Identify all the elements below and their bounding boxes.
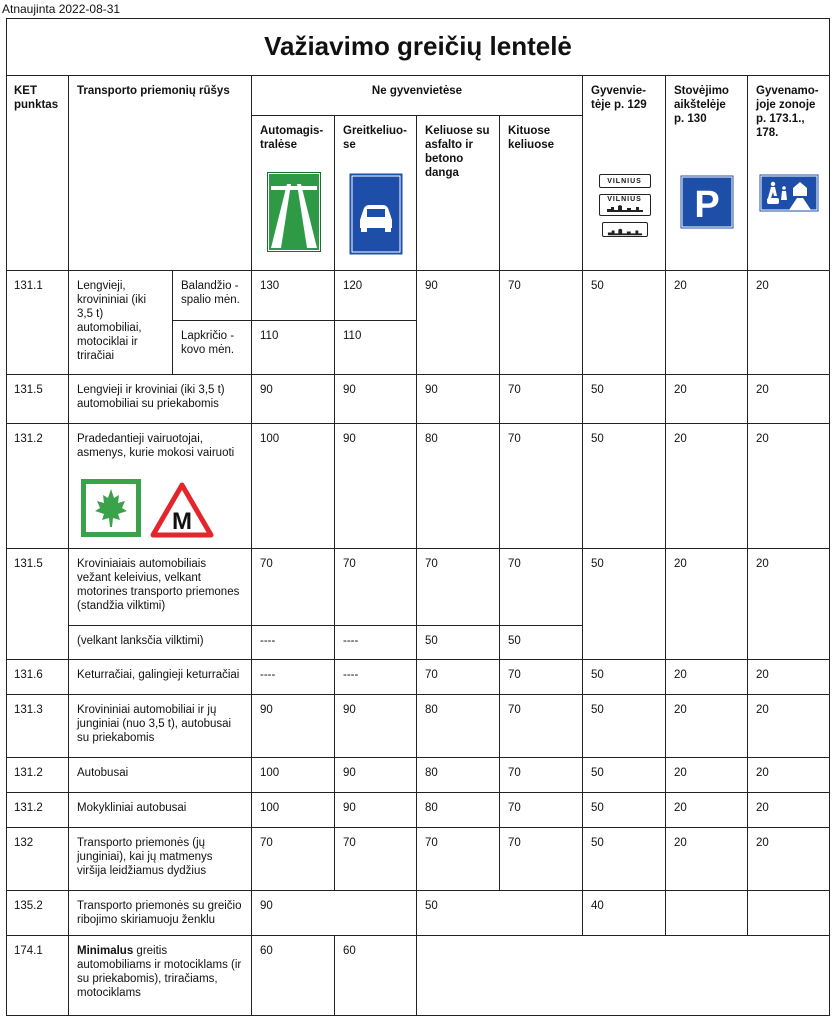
speed-cell: 100 (252, 793, 335, 828)
speed-cell: 20 (748, 793, 830, 828)
speed-cell: 90 (252, 375, 335, 424)
speed-cell: 100 (252, 758, 335, 793)
header-ket: KET punktas (6, 76, 69, 271)
speed-cell: 50 (583, 271, 666, 375)
speed-cell: 70 (500, 758, 583, 793)
empty-cell (748, 891, 830, 936)
speed-cell: 70 (252, 828, 335, 891)
speed-cell: 70 (252, 549, 335, 626)
speed-cell: 20 (748, 828, 830, 891)
speed-cell: 70 (500, 695, 583, 758)
speed-cell: 50 (583, 695, 666, 758)
minimum-label: Minimalus (77, 945, 134, 957)
table-row-ket: 131.2 (6, 758, 69, 793)
table-row-ket: 131.5 (6, 549, 69, 660)
speed-cell: 50 (583, 549, 666, 660)
table-row-ket: 131.1 (6, 271, 69, 375)
table-row-type: Mokykliniai autobusai (69, 793, 252, 828)
speed-cell: 90 (252, 891, 417, 936)
header-expressway: Greitkeliuo-se (335, 116, 417, 271)
table-row-ket: 132 (6, 828, 69, 891)
season-winter-label: Lapkričio - kovo mėn. (173, 321, 252, 375)
speed-cell: 20 (666, 660, 748, 695)
speed-cell: 70 (500, 424, 583, 549)
table-row-type: Lengvieji, krovininiai (iki 3,5 t) automobiliai, motociklai ir triračiai (69, 271, 173, 375)
speed-cell: 20 (666, 758, 748, 793)
speed-cell: 70 (335, 549, 417, 626)
speed-cell: 70 (417, 660, 500, 695)
parking-sign-icon (666, 174, 748, 230)
header-asphalt: Keliuose su asfalto ir betono danga (417, 116, 500, 271)
table-row-type: Lengvieji ir kroviniai (iki 3,5 t) automobiliai su priekabomis (69, 375, 252, 424)
speed-cell: 70 (500, 828, 583, 891)
speed-cell: 20 (748, 660, 830, 695)
table-row-ket: 131.3 (6, 695, 69, 758)
table-row-type: Pradedantieji vairuotojai, asmenys, kurie mokosi vairuoti (69, 424, 252, 549)
header-other: Kituose keliuose (500, 116, 583, 271)
table-row-ket: 131.2 (6, 793, 69, 828)
header-motorway: Automagis-tralėse (252, 116, 335, 271)
speed-cell: 20 (666, 695, 748, 758)
speed-cell: 50 (583, 828, 666, 891)
motorway-sign-icon (252, 172, 335, 252)
speed-cell: 20 (666, 424, 748, 549)
table-row-type: Keturračiai, galingieji keturračiai (69, 660, 252, 695)
speed-cell: 20 (748, 271, 830, 375)
speed-cell: 70 (500, 793, 583, 828)
speed-cell: 90 (335, 793, 417, 828)
speed-cell: 90 (335, 375, 417, 424)
table-row-type: Autobusai (69, 758, 252, 793)
speed-cell: 20 (666, 828, 748, 891)
residential-zone-sign-icon (748, 174, 830, 212)
speed-cell: 20 (748, 695, 830, 758)
header-parking: Stovėjimo aikštelėje p. 130 (666, 76, 748, 271)
table-row-type-sub: (velkant lanksčia vilktimi) (69, 626, 252, 660)
speed-cell: 70 (500, 271, 583, 375)
speed-cell: 70 (417, 828, 500, 891)
learner-letter: M (172, 508, 192, 535)
speed-cell: ---- (252, 626, 335, 660)
speed-cell: 20 (666, 549, 748, 660)
header-types: Transporto priemonių rūšys (69, 76, 252, 271)
town-name-plate-2: VILNIUS (607, 196, 642, 203)
speed-cell: 70 (500, 549, 583, 626)
maple-leaf-sign-icon (81, 479, 141, 542)
speed-cell: 80 (417, 695, 500, 758)
speed-cell: 90 (335, 758, 417, 793)
speed-cell: ---- (335, 660, 417, 695)
speed-cell: ---- (252, 660, 335, 695)
page-title: Važiavimo greičių lentelė (6, 18, 830, 76)
speed-cell: 90 (335, 424, 417, 549)
speed-cell: 50 (583, 758, 666, 793)
speed-cell: 90 (335, 695, 417, 758)
speed-cell: 60 (335, 936, 417, 1016)
speed-cell: 20 (666, 271, 748, 375)
speed-cell: 70 (335, 828, 417, 891)
speed-cell: 80 (417, 758, 500, 793)
table-row-type: Minimalus greitis automobiliams ir motociklams (ir su priekabomis), triračiams, motociklams (69, 936, 252, 1016)
table-row-ket: 131.6 (6, 660, 69, 695)
speed-cell: 50 (500, 626, 583, 660)
speed-cell: 90 (417, 375, 500, 424)
speed-cell: 20 (666, 375, 748, 424)
settlement-sign-icon (583, 174, 666, 237)
speed-cell: 50 (417, 626, 500, 660)
speed-cell: 50 (583, 660, 666, 695)
speed-cell: 20 (748, 375, 830, 424)
speed-cell: 120 (335, 271, 417, 321)
speed-cell: ---- (335, 626, 417, 660)
expressway-sign-icon (335, 172, 417, 256)
table-row-ket: 174.1 (6, 936, 69, 1016)
table-row-type: Transporto priemonės (jų junginiai), kai jų matmenys viršija leidžiamus dydžius (69, 828, 252, 891)
speed-cell: 80 (417, 793, 500, 828)
speed-cell: 70 (417, 549, 500, 626)
header-residential: Gyvenamo-joje zonoje p. 173.1., 178. (748, 76, 830, 271)
season-summer-label: Balandžio - spalio mėn. (173, 271, 252, 321)
speed-cell: 60 (252, 936, 335, 1016)
table-row-type: Transporto priemonės su greičio ribojimo skiriamuoju ženklu (69, 891, 252, 936)
speed-cell: 90 (252, 695, 335, 758)
table-row-type: Kroviniaiais automobiliais vežant keleivius, velkant motorines transporto priemones (standžia vilktimi) (69, 549, 252, 626)
speed-cell: 110 (335, 321, 417, 375)
speed-cell: 20 (748, 424, 830, 549)
speed-cell: 50 (583, 424, 666, 549)
speed-cell: 20 (748, 758, 830, 793)
header-outside: Ne gyvenvietėse (252, 76, 583, 116)
speed-cell: 90 (417, 271, 500, 375)
table-row-ket: 131.5 (6, 375, 69, 424)
speed-cell: 20 (666, 793, 748, 828)
speed-cell: 110 (252, 321, 335, 375)
speed-cell: 50 (583, 375, 666, 424)
town-name-plate: VILNIUS (599, 174, 651, 188)
learner-driver-sign-icon (150, 482, 214, 543)
speed-cell: 40 (583, 891, 666, 936)
table-row-type: Krovininiai automobiliai ir jų junginiai (nuo 3,5 t), autobusai su priekabomis (69, 695, 252, 758)
speed-cell: 70 (500, 660, 583, 695)
speed-cell: 20 (748, 549, 830, 660)
table-row-ket: 135.2 (6, 891, 69, 936)
speed-cell: 50 (583, 793, 666, 828)
header-settlement: Gyvenvie-tėje p. 129 (583, 76, 666, 271)
speed-cell: 50 (417, 891, 583, 936)
speed-cell: 100 (252, 424, 335, 549)
speed-cell: 80 (417, 424, 500, 549)
empty-cell (666, 891, 748, 936)
parking-letter: P (694, 184, 720, 226)
speed-cell: 130 (252, 271, 335, 321)
speed-cell: 70 (500, 375, 583, 424)
updated-date: Atnaujinta 2022-08-31 (2, 2, 121, 16)
table-row-ket: 131.2 (6, 424, 69, 549)
